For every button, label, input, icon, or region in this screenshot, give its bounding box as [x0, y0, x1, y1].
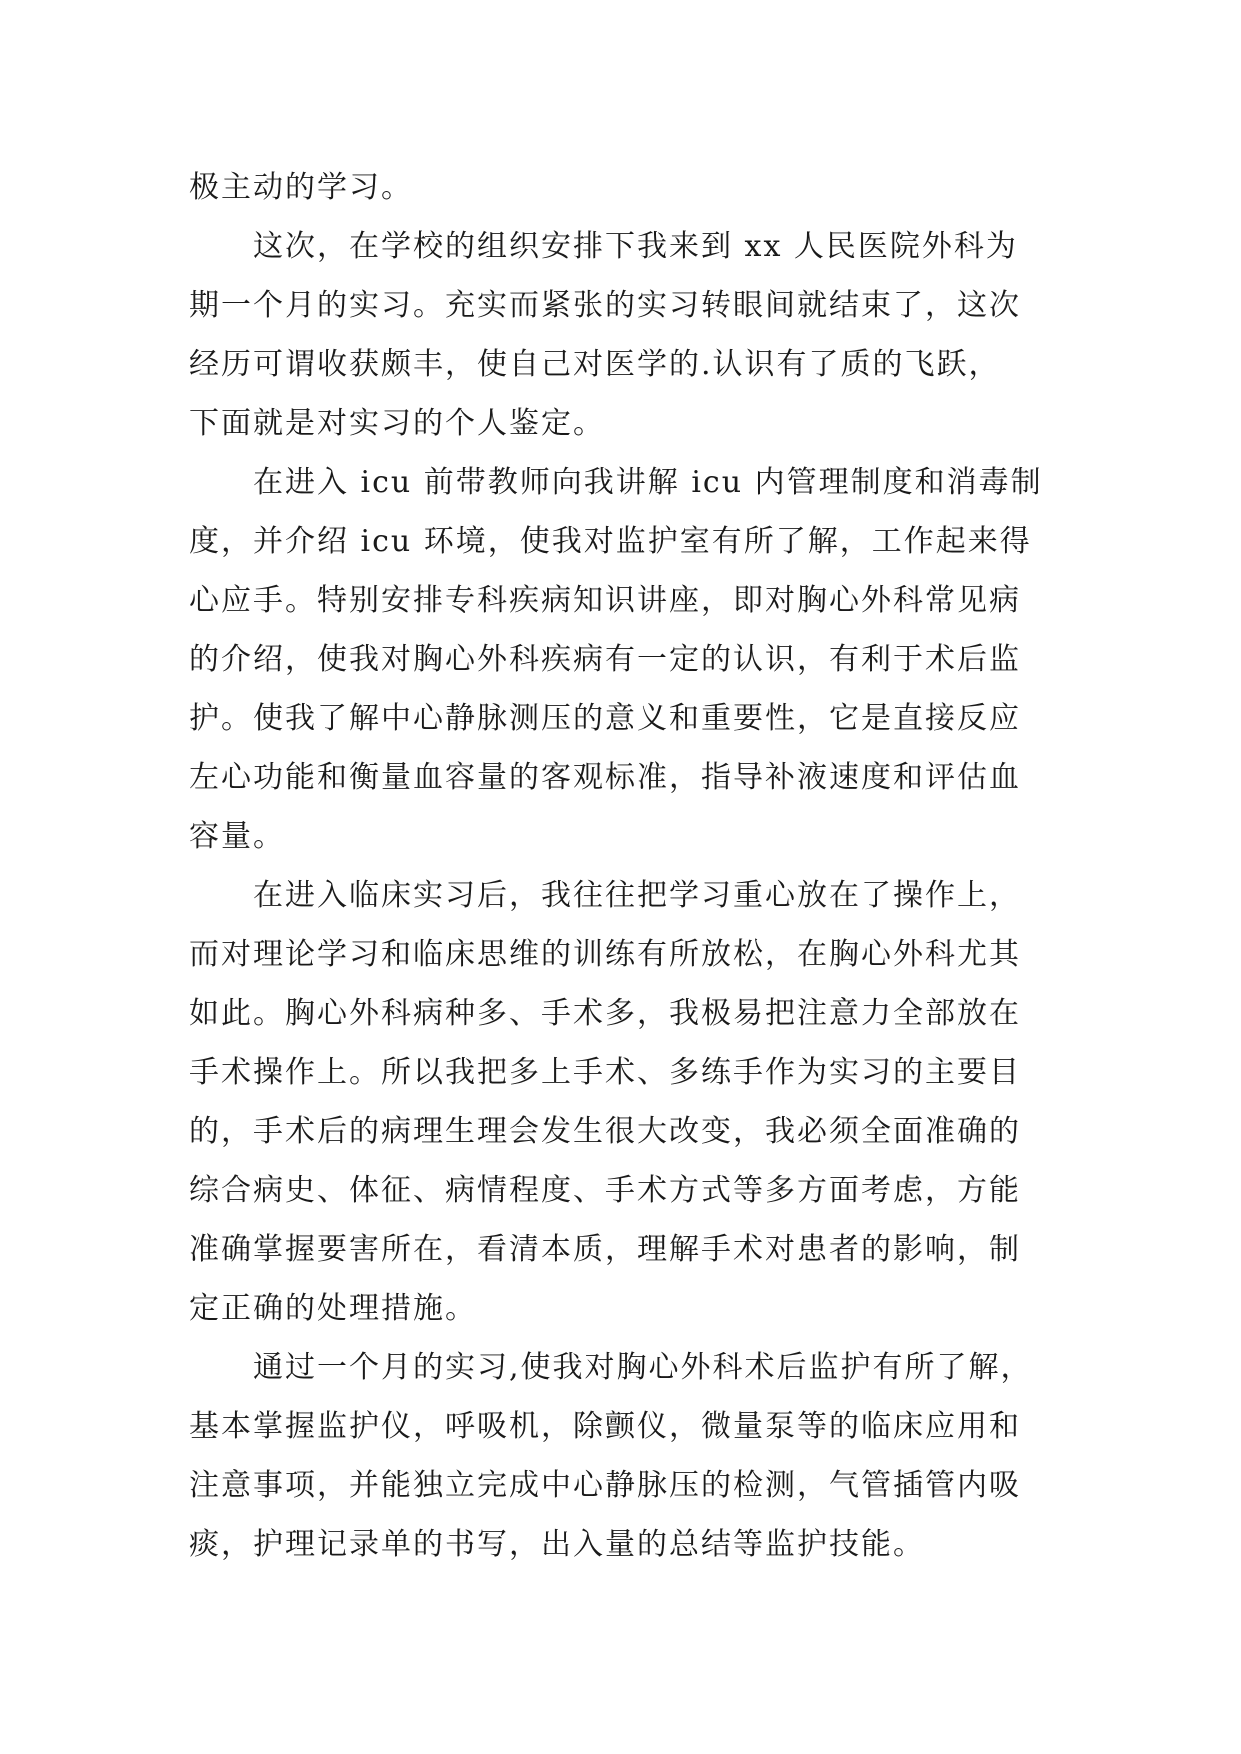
- text-line: 护。使我了解中心静脉测压的意义和重要性，它是直接反应: [189, 701, 1021, 736]
- text-line: 而对理论学习和临床思维的训练有所放松，在胸心外科尤其: [189, 937, 1021, 972]
- text-line: 期一个月的实习。充实而紧张的实习转眼间就结束了，这次: [189, 288, 1021, 323]
- text-line: 准确掌握要害所在，看清本质，理解手术对患者的影响，制: [189, 1232, 1021, 1267]
- text-line: 极主动的学习。: [189, 170, 413, 205]
- text-line: 下面就是对实习的个人鉴定。: [189, 406, 605, 441]
- text-line: 这次，在学校的组织安排下我来到 xx 人民医院外科为: [253, 229, 1018, 264]
- text-line: 的介绍，使我对胸心外科疾病有一定的认识，有利于术后监: [189, 642, 1021, 677]
- text-line: 定正确的处理措施。: [189, 1291, 477, 1326]
- document-body: [189, 158, 1057, 1574]
- text-line: 手术操作上。所以我把多上手术、多练手作为实习的主要目: [189, 1055, 1021, 1090]
- text-line: 如此。胸心外科病种多、手术多，我极易把注意力全部放在: [189, 996, 1021, 1031]
- text-line: 度，并介绍 icu 环境，使我对监护室有所了解，工作起来得: [189, 524, 1032, 559]
- text-line: 心应手。特别安排专科疾病知识讲座，即对胸心外科常见病: [189, 583, 1021, 618]
- text-line: 通过一个月的实习,使我对胸心外科术后监护有所了解，: [253, 1350, 1033, 1385]
- text-line: 综合病史、体征、病情程度、手术方式等多方面考虑，方能: [189, 1173, 1021, 1208]
- text-line: 注意事项，并能独立完成中心静脉压的检测，气管插管内吸: [189, 1468, 1021, 1503]
- text-line: 在进入临床实习后，我往往把学习重心放在了操作上，: [253, 878, 1021, 913]
- text-line: 经历可谓收获颇丰，使自己对医学的.认识有了质的飞跃，: [189, 347, 1001, 382]
- text-line: 痰，护理记录单的书写，出入量的总结等监护技能。: [189, 1527, 925, 1562]
- text-line: 容量。: [189, 819, 285, 854]
- text-line: 左心功能和衡量血容量的客观标准，指导补液速度和评估血: [189, 760, 1021, 795]
- text-line: 的，手术后的病理生理会发生很大改变，我必须全面准确的: [189, 1114, 1021, 1149]
- text-line: 在进入 icu 前带教师向我讲解 icu 内管理制度和消毒制: [253, 465, 1043, 500]
- text-line: 基本掌握监护仪，呼吸机，除颤仪，微量泵等的临床应用和: [189, 1409, 1021, 1444]
